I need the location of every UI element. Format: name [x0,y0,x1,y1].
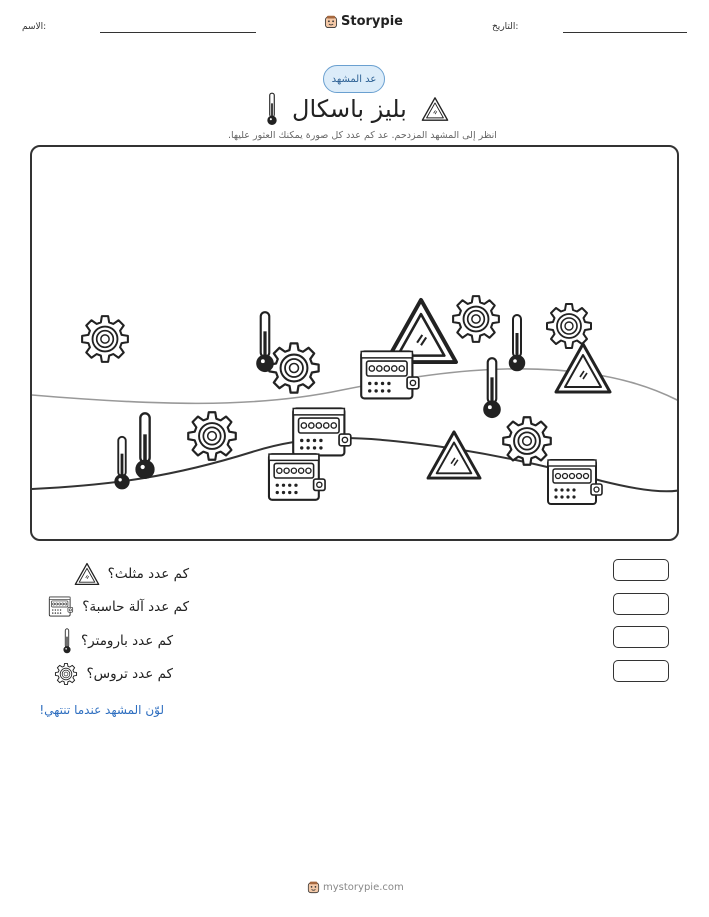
date-line[interactable] [563,32,687,33]
site-footer [307,881,404,894]
name-label: الاسم: [22,22,47,32]
warning-triangle-icon [428,432,480,478]
coloring-prompt: لوّن المشهد عندما تنتهي! [39,703,164,717]
gear-icon [54,662,78,686]
question-text: كم عدد مثلث؟ [107,566,189,582]
scene-illustration [32,147,679,541]
gear-icon [269,343,318,392]
instructions: انظر إلى المشهد المزدحم. عد كم عدد كل صورة يمكنك العثور عليها. [228,130,497,141]
thermometer-icon [257,312,273,371]
answer-box-thermometer[interactable] [613,626,669,648]
thermometer-icon [136,413,154,478]
thermometer-icon [266,92,278,126]
page-title: بليز باسكال [292,95,407,123]
calculator-icon [48,595,74,619]
gear-icon [188,412,236,460]
warning-triangle-icon [421,96,449,122]
name-line[interactable] [100,32,256,33]
question-text: كم عدد آلة حاسبة؟ [82,599,189,615]
warning-triangle-icon [556,344,610,392]
question-row [74,562,189,586]
question-row [61,628,173,654]
thermometer-icon [510,315,525,371]
date-label: التاريخ: [492,22,519,32]
question-text: كم عدد بارومتر؟ [81,633,173,649]
thermometer-icon [61,628,73,654]
gear-icon [82,316,128,362]
site-url: mystorypie.com [323,882,404,893]
calculator-icon [293,408,351,455]
question-row [48,595,189,619]
title-row [266,92,456,126]
storypie-mascot-icon [324,15,338,29]
question-row [54,662,173,686]
activity-badge: عد المشهد [323,65,385,93]
counting-scene [30,145,679,541]
calculator-icon [548,460,602,504]
gear-icon [453,296,499,342]
answer-box-calculator[interactable] [613,593,669,615]
warning-triangle-icon [74,562,100,586]
gear-icon [503,417,551,465]
answer-box-triangle[interactable] [613,559,669,581]
brand-logo [324,14,403,29]
thermometer-icon [115,437,129,489]
thermometer-icon [484,358,500,417]
question-text: كم عدد تروس؟ [86,666,173,682]
brand-name: Storypie [341,14,403,29]
gear-icon [547,304,591,348]
calculator-icon [361,351,419,398]
answer-box-gear[interactable] [613,660,669,682]
calculator-icon [269,454,325,500]
storypie-mascot-icon [307,881,320,894]
